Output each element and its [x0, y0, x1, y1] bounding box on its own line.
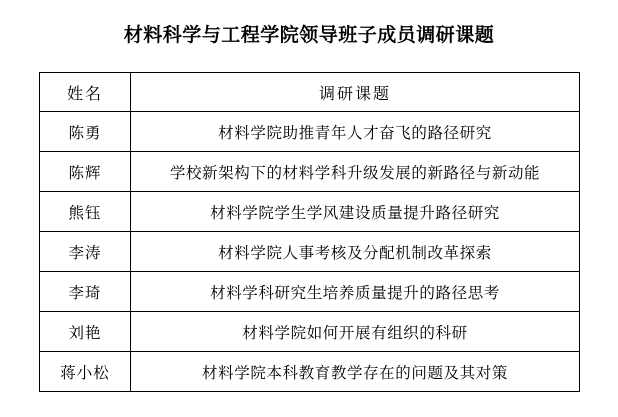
table-row	[40, 152, 580, 192]
cell-name: 蒋小松	[40, 352, 131, 392]
cell-name: 陈辉	[40, 152, 131, 192]
column-header-name: 姓名	[40, 73, 131, 112]
table-row	[40, 232, 580, 272]
cell-name: 刘艳	[40, 312, 131, 352]
cell-topic: 材料学院如何开展有组织的科研	[131, 312, 580, 352]
cell-name: 李琦	[40, 272, 131, 312]
cell-topic: 材料学科研究生培养质量提升的路径思考	[131, 272, 580, 312]
table-row	[40, 272, 580, 312]
cell-topic: 材料学院人事考核及分配机制改革探索	[131, 232, 580, 272]
cell-name: 陈勇	[40, 112, 131, 152]
cell-topic: 材料学院学生学风建设质量提升路径研究	[131, 192, 580, 232]
cell-topic: 材料学院本科教育教学存在的问题及其对策	[131, 352, 580, 392]
cell-topic: 学校新架构下的材料学科升级发展的新路径与新动能	[131, 152, 580, 192]
table-row	[40, 112, 580, 152]
research-topics-table-container	[39, 72, 579, 392]
page-title: 材料科学与工程学院领导班子成员调研课题	[123, 25, 495, 46]
table-row	[40, 192, 580, 232]
cell-name: 李涛	[40, 232, 131, 272]
research-topics-table	[39, 72, 580, 392]
table-row	[40, 312, 580, 352]
cell-name: 熊钰	[40, 192, 131, 232]
table-header-row	[40, 73, 580, 112]
cell-topic: 材料学院助推青年人才奋飞的路径研究	[131, 112, 580, 152]
table-row	[40, 352, 580, 392]
column-header-topic: 调研课题	[131, 73, 580, 112]
